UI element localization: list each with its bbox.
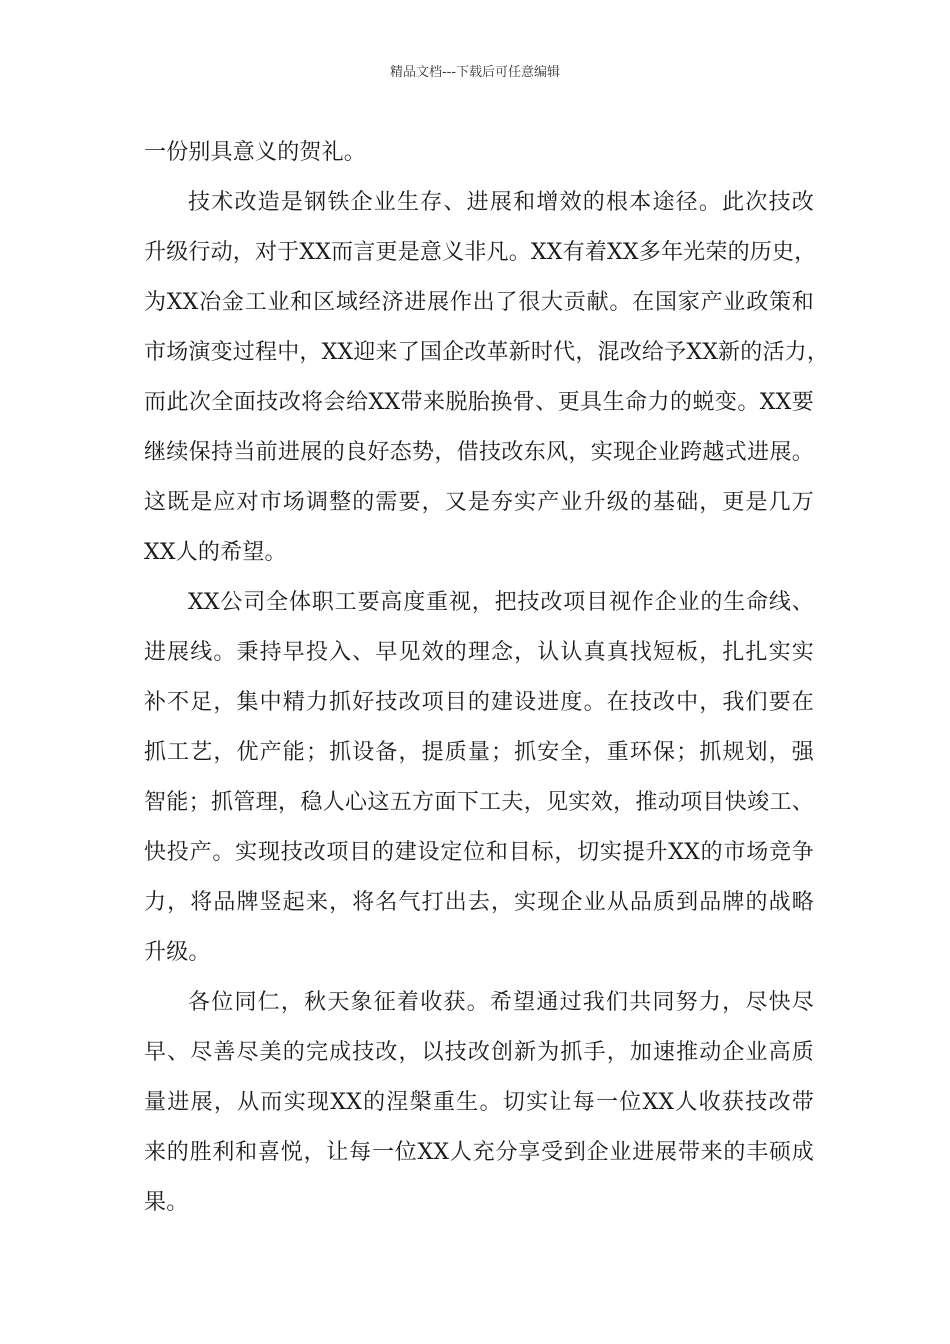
text-line: 来的胜利和喜悦，让每一位XX人充分享受到企业进展带来的丰硕成	[144, 1140, 814, 1165]
text-line: 快投产。实现技改项目的建设定位和目标，切实提升XX的市场竞争	[144, 840, 814, 865]
text-line: 市场演变过程中，XX迎来了国企改革新时代，混改给予XX新的活力，	[144, 340, 830, 365]
text-line: 而此次全面技改将会给XX带来脱胎换骨、更具生命力的蜕变。XX要	[144, 390, 814, 415]
text-line: 为XX冶金工业和区域经济进展作出了很大贡献。在国家产业政策和	[144, 290, 814, 315]
text-line: 智能；抓管理，稳人心这五方面下工夫，见实效，推动项目快竣工、	[144, 790, 814, 815]
text-line: 补不足，集中精力抓好技改项目的建设进度。在技改中，我们要在	[144, 690, 814, 715]
paragraph-first-line: XX公司全体职工要高度重视，把技改项目视作企业的生命线、	[188, 590, 814, 615]
text-line: 力，将品牌竖起来，将名气打出去，实现企业从品质到品牌的战略	[144, 890, 814, 915]
paragraph-first-line: 各位同仁，秋天象征着收获。希望通过我们共同努力，尽快尽	[188, 990, 814, 1015]
document-body	[144, 128, 830, 1228]
text-line: 量进展，从而实现XX的涅槃重生。切实让每一位XX人收获技改带	[144, 1090, 814, 1115]
text-line: 抓工艺，优产能；抓设备，提质量；抓安全，重环保；抓规划，强	[144, 740, 814, 765]
text-line: 升级行动，对于XX而言更是意义非凡。XX有着XX多年光荣的历史，	[144, 240, 817, 265]
text-line: 升级。	[144, 940, 211, 965]
text-line: 这既是应对市场调整的需要，又是夯实产业升级的基础，更是几万	[144, 490, 814, 515]
text-line: 进展线。秉持早投入、早见效的理念，认认真真找短板，扎扎实实	[144, 640, 814, 665]
text-line: 早、尽善尽美的完成技改，以技改创新为抓手，加速推动企业高质	[144, 1040, 814, 1065]
text-line: 继续保持当前进展的良好态势，借技改东风，实现企业跨越式进展。	[144, 440, 814, 465]
text-line: 果。	[144, 1190, 189, 1215]
text-line: 一份别具意义的贺礼。	[144, 140, 367, 165]
text-line: XX人的希望。	[144, 540, 287, 565]
page-header: 精品文档---下载后可任意编辑	[389, 65, 561, 80]
paragraph-first-line: 技术改造是钢铁企业生存、进展和增效的根本途径。此次技改	[188, 190, 814, 215]
